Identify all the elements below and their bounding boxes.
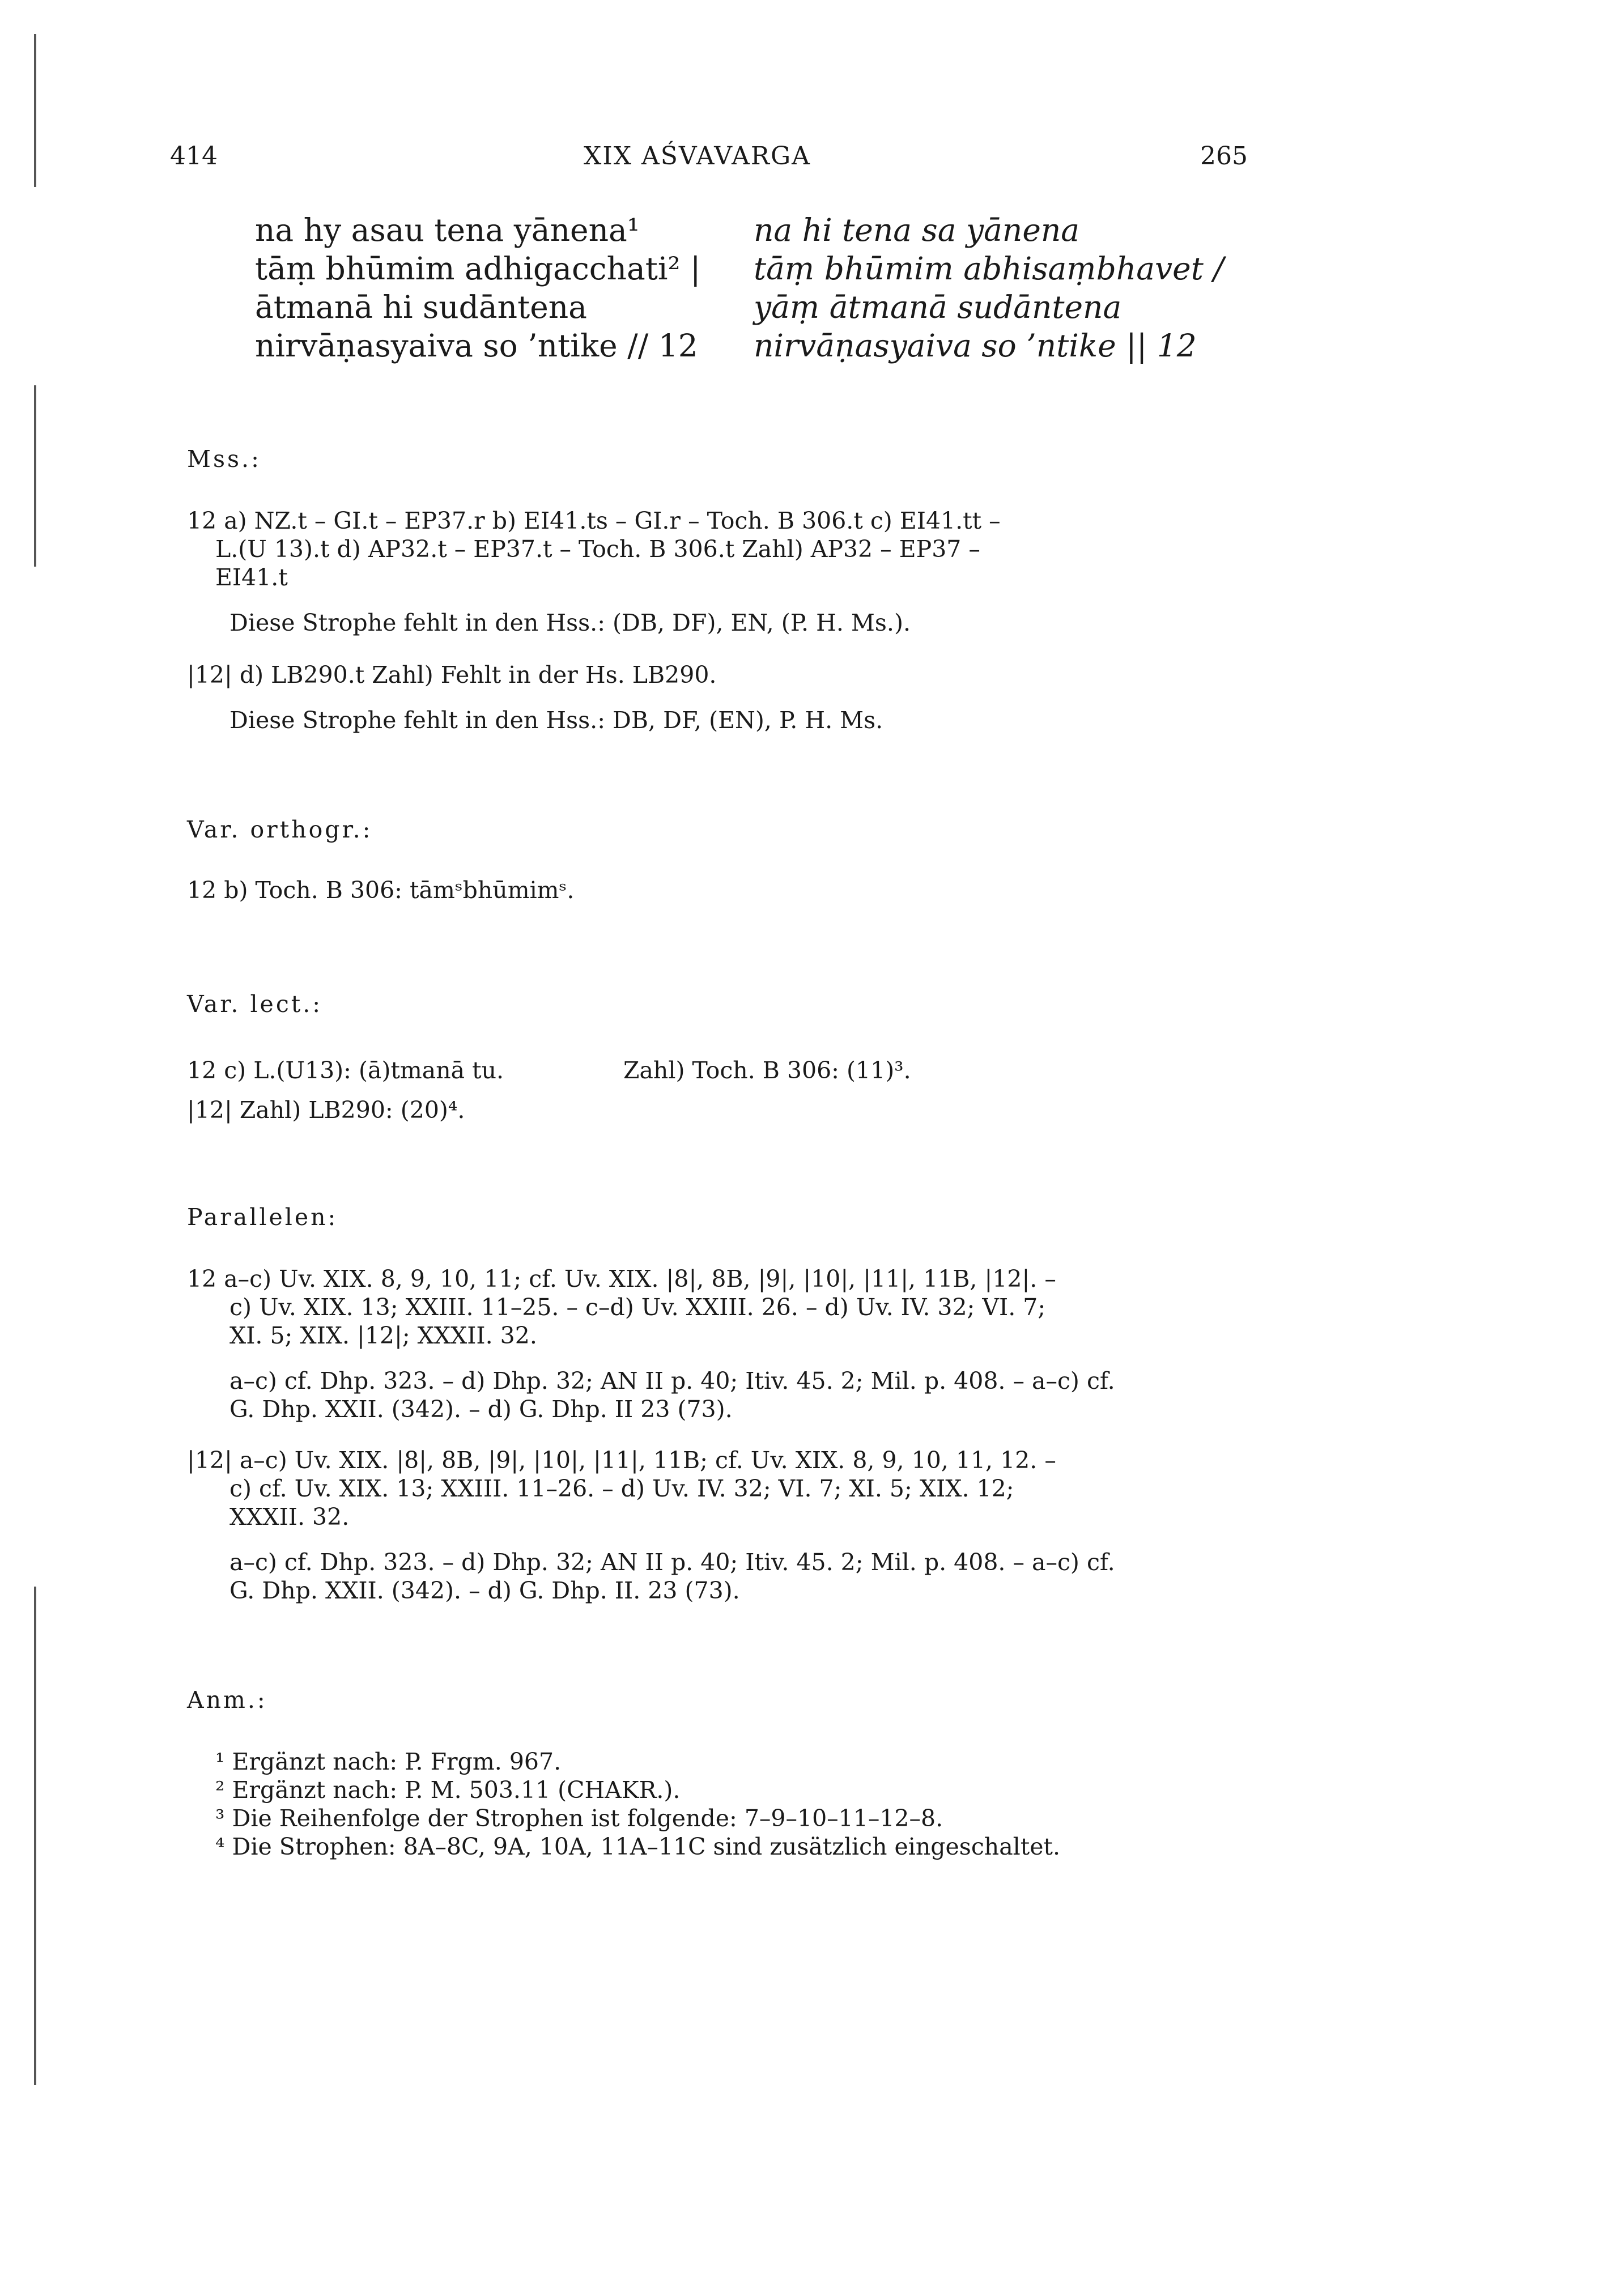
parallel-line: c) Uv. XIX. 13; XXIII. 11–25. – c–d) Uv. XXIII. 26. – d) Uv. IV. 32; VI. 7; — [229, 1294, 1046, 1321]
section-heading-mss: Mss.: — [187, 445, 261, 473]
verse-left-line: tāṃ bhūmim adhigacchati² | — [255, 250, 701, 287]
parallel-line: a–c) cf. Dhp. 323. – d) Dhp. 32; AN II p. 40; Itiv. 45. 2; Mil. p. 408. – a–c) cf. — [229, 1549, 1115, 1576]
mss-line: EI41.t — [215, 564, 288, 591]
parallel-line: |12| a–c) Uv. XIX. |8|, 8B, |9|, |10|, |11|, 11B; cf. Uv. XIX. 8, 9, 10, 11, 12. – — [187, 1447, 1056, 1474]
parallel-line: c) cf. Uv. XIX. 13; XXIII. 11–26. – d) Uv. IV. 32; VI. 7; XI. 5; XIX. 12; — [229, 1475, 1014, 1502]
mss-line: Diese Strophe fehlt in den Hss.: (DB, DF), EN, (P. H. Ms.). — [229, 609, 911, 636]
parallel-line: G. Dhp. XXII. (342). – d) G. Dhp. II. 23 (73). — [229, 1577, 740, 1604]
verse-right-column — [754, 211, 1224, 365]
mss-line: L.(U 13).t d) AP32.t – EP37.t – Toch. B 306.t Zahl) AP32 – EP37 – — [215, 535, 980, 563]
verse-left-column — [255, 211, 701, 365]
page-number-left: 414 — [170, 142, 218, 171]
var-lect-line: |12| Zahl) LB290: (20)⁴. — [187, 1096, 465, 1124]
parallel-line: a–c) cf. Dhp. 323. – d) Dhp. 32; AN II p. 40; Itiv. 45. 2; Mil. p. 408. – a–c) cf. — [229, 1367, 1115, 1394]
parallel-line: XXXII. 32. — [229, 1503, 350, 1530]
var-orthogr-line: 12 b) Toch. B 306: tāmˢbhūmimˢ. — [187, 877, 575, 904]
scan-margin-line — [34, 385, 36, 567]
verse-left-line: ātmanā hi sudāntena — [255, 289, 587, 325]
footnote: ² Ergänzt nach: P. M. 503.11 (CHAKR.). — [215, 1776, 681, 1804]
verse-right-line: nirvāṇasyaiva so ’ntike || 12 — [754, 328, 1197, 364]
scan-margin-line — [34, 34, 36, 187]
section-heading-anm: Anm.: — [187, 1686, 267, 1714]
footnote: ⁴ Die Strophen: 8A–8C, 9A, 10A, 11A–11C sind zusätzlich eingeschaltet. — [215, 1833, 1061, 1860]
section-heading-var-lect: Var. lect.: — [187, 990, 323, 1018]
footnote: ¹ Ergänzt nach: P. Frgm. 967. — [215, 1748, 562, 1775]
section-heading-parallelen: Parallelen: — [187, 1204, 338, 1231]
parallel-line: 12 a–c) Uv. XIX. 8, 9, 10, 11; cf. Uv. XIX. |8|, 8B, |9|, |10|, |11|, 11B, |12|. – — [187, 1265, 1056, 1292]
mss-line: Diese Strophe fehlt in den Hss.: DB, DF, (EN), P. H. Ms. — [229, 707, 883, 734]
var-lect-line: Zahl) Toch. B 306: (11)³. — [623, 1057, 911, 1084]
parallel-line: XI. 5; XIX. |12|; XXXII. 32. — [229, 1322, 537, 1349]
parallel-line: G. Dhp. XXII. (342). – d) G. Dhp. II 23 (73). — [229, 1396, 733, 1423]
page-number-right: 265 — [1200, 142, 1248, 171]
verse-right-line: yāṃ ātmanā sudāntena — [754, 289, 1122, 325]
chapter-title: XIX AŚVAVARGA — [584, 142, 811, 171]
section-heading-var-orthogr: Var. orthogr.: — [187, 816, 373, 843]
verse-left-line: nirvāṇasyaiva so ’ntike // 12 — [255, 328, 698, 364]
verse-right-line: tāṃ bhūmim abhisaṃbhavet / — [754, 250, 1224, 287]
var-lect-line: 12 c) L.(U13): (ā)tmanā tu. — [187, 1057, 504, 1084]
verse-right-line: na hi tena sa yānena — [754, 212, 1080, 248]
mss-line: |12| d) LB290.t Zahl) Fehlt in der Hs. LB290. — [187, 661, 717, 688]
scan-margin-line — [34, 1587, 36, 2085]
footnote: ³ Die Reihenfolge der Strophen ist folgende: 7–9–10–11–12–8. — [215, 1805, 943, 1832]
mss-line: 12 a) NZ.t – GI.t – EP37.r b) EI41.ts – GI.r – Toch. B 306.t c) EI41.tt – — [187, 507, 1001, 534]
verse-left-line: na hy asau tena yānena¹ — [255, 212, 640, 248]
